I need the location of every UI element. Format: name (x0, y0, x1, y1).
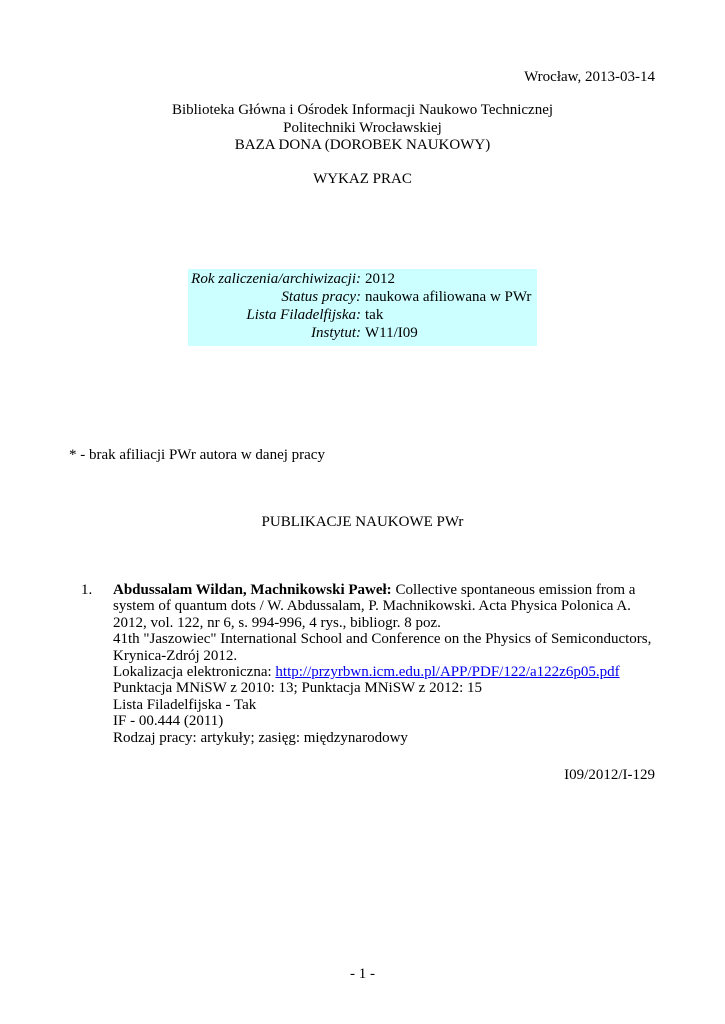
criteria-value: naukowa afiliowana w PWr (365, 289, 532, 305)
institution-line-2: Politechniki Wrocławskiej (283, 120, 442, 136)
publication-title: Collective spontaneous emission from a (391, 582, 636, 598)
page-number: - 1 - (350, 966, 375, 982)
publication-title-line (113, 582, 651, 598)
publication-points: Punktacja MNiSW z 2010: 13; Punktacja MNiSW z 2012: 15 (113, 680, 483, 697)
criteria-label: Instytut: (311, 325, 361, 341)
criteria-value: 2012 (365, 271, 395, 287)
publication-authors: Abdussalam Wildan, Machnikowski Paweł: (113, 582, 392, 598)
criteria-label: Status pracy: (281, 289, 361, 305)
database-name: BAZA DONA (DOROBEK NAUKOWY) (234, 137, 491, 153)
report-date: Wrocław, 2013-03-14 (524, 69, 655, 85)
criteria-row-status (188, 289, 537, 306)
institution-line-1: Biblioteka Główna i Ośrodek Informacji Naukowo Technicznej (171, 102, 554, 118)
publication-number: 1. (81, 582, 93, 598)
document-title: WYKAZ PRAC (313, 171, 412, 187)
criteria-box (188, 269, 537, 346)
criteria-row-year (188, 271, 537, 288)
location-link[interactable]: http://przyrbwn.icm.edu.pl/APP/PDF/122/a122z6p05.pdf (275, 663, 620, 680)
criteria-label: Lista Filadelfijska: (246, 307, 361, 323)
publication-impact-factor: IF - 00.444 (2011) (113, 713, 224, 730)
publication-location-line (113, 664, 651, 680)
publication-record-id: I09/2012/I-129 (564, 767, 655, 783)
publication-citation-line: system of quantum dots / W. Abdussalam, P. Machnikowski. Acta Physica Polonica A. (113, 598, 631, 615)
publication-philadelphia: Lista Filadelfijska - Tak (113, 696, 257, 713)
affiliation-footnote: * - brak afiliacji PWr autora w danej pracy (69, 447, 325, 463)
criteria-row-institute (188, 325, 537, 342)
section-title: PUBLIKACJE NAUKOWE PWr (261, 514, 464, 530)
publication-type: Rodzaj pracy: artykuły; zasięg: międzynarodowy (113, 729, 408, 746)
criteria-row-philadelphia (188, 307, 537, 324)
publication-entry (113, 582, 651, 746)
criteria-value: W11/I09 (365, 325, 418, 341)
publication-volume-line: 2012, vol. 122, nr 6, s. 994-996, 4 rys., bibliogr. 8 poz. (113, 614, 441, 631)
criteria-label: Rok zaliczenia/archiwizacji: (191, 271, 361, 287)
publication-conference-line: 41th "Jaszowiec" International School and Conference on the Physics of Semiconductors, (113, 631, 652, 648)
location-label: Lokalizacja elektroniczna: (113, 663, 276, 680)
publication-conference-place: Krynica-Zdrój 2012. (113, 647, 238, 664)
criteria-value: tak (365, 307, 384, 323)
